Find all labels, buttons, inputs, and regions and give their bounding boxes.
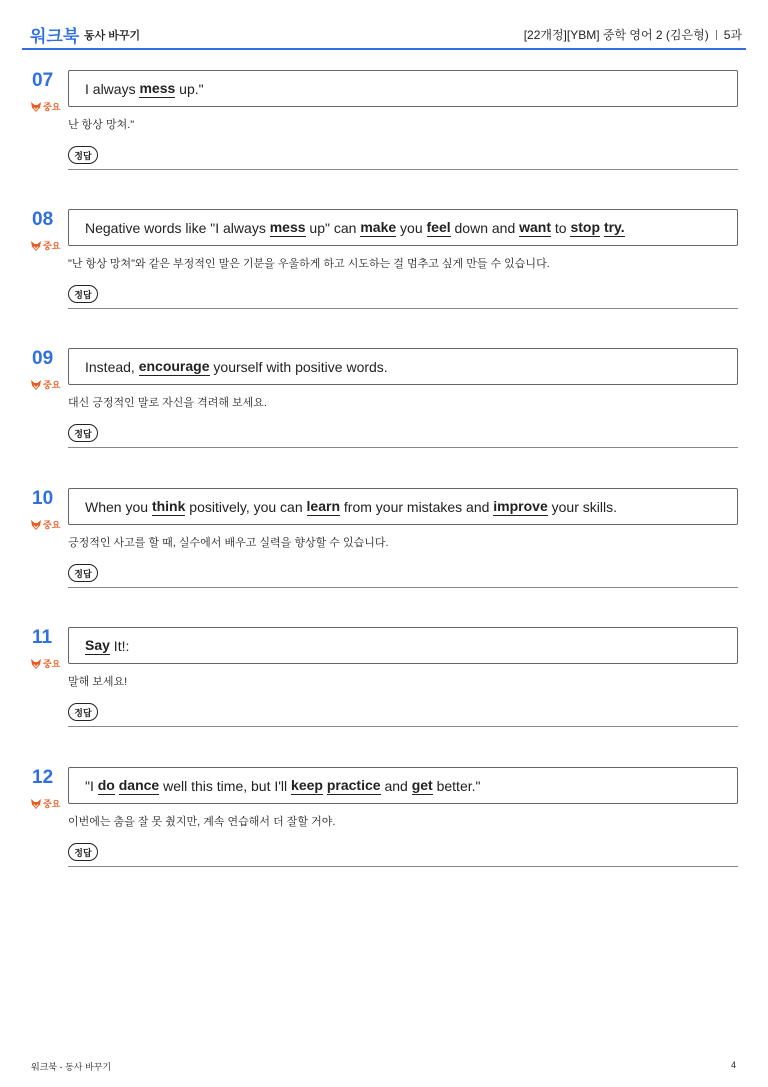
- important-label: 중요: [43, 799, 61, 809]
- question-item: [0, 348, 768, 468]
- sentence-text: and: [380, 777, 412, 794]
- target-verb: get: [411, 776, 433, 793]
- sentence-text: to: [551, 219, 571, 236]
- question-number: 08: [32, 209, 54, 230]
- sentence-box: [68, 348, 738, 385]
- question-item: [0, 627, 768, 747]
- target-verb: learn: [306, 497, 340, 514]
- sentence-text: from your mistakes and: [340, 498, 494, 515]
- question-number: 09: [32, 348, 54, 369]
- question-item: [0, 70, 768, 190]
- target-verb: practice: [326, 776, 381, 793]
- important-label: 중요: [43, 380, 61, 390]
- course-info: [524, 26, 742, 43]
- course-name: [22개정][YBM] 중학 영어 2 (김은형): [523, 28, 709, 42]
- sentence-text: It!:: [109, 637, 130, 654]
- fox-icon: [30, 658, 42, 670]
- answer-button[interactable]: 정답: [68, 424, 98, 442]
- page-header: [22, 0, 746, 50]
- question-number: 11: [32, 627, 53, 648]
- sentence-text: yourself with positive words.: [209, 358, 388, 375]
- sentence-text: Negative words like "I always: [85, 219, 270, 236]
- sentence-text: positively, you can: [185, 498, 307, 515]
- divider: [68, 866, 738, 867]
- header-divider: [716, 30, 717, 40]
- answer-button[interactable]: 정답: [68, 285, 98, 303]
- answer-button[interactable]: 정답: [68, 146, 98, 164]
- divider: [68, 169, 738, 170]
- question-number: 07: [32, 70, 54, 91]
- answer-button[interactable]: 정답: [68, 564, 98, 582]
- sentence-box: [68, 70, 738, 107]
- fox-icon: [30, 101, 42, 113]
- sentence-text: Instead,: [85, 358, 139, 375]
- page-number: 4: [731, 1060, 737, 1070]
- sentence-text: up.": [175, 80, 204, 97]
- fox-icon: [30, 798, 42, 810]
- sentence-text: I always: [85, 80, 140, 97]
- footer-title: 워크북 - 동사 바꾸기: [31, 1062, 112, 1072]
- fox-icon: [30, 379, 42, 391]
- translation-text: 난 항상 망쳐.": [68, 119, 135, 131]
- important-badge: [30, 239, 60, 252]
- section-title: 동사 바꾸기: [84, 30, 141, 42]
- divider: [68, 308, 738, 309]
- question-item: [0, 488, 768, 608]
- translation-text: "난 항상 망쳐"와 같은 부정적인 말은 기분을 우울하게 하고 시도하는 걸 멈추고 싶게 만들 수 있습니다.: [68, 258, 550, 270]
- lesson-label: 5과: [723, 28, 742, 42]
- important-badge: [30, 797, 60, 810]
- translation-text: 긍정적인 사고를 할 때, 실수에서 배우고 실력을 향상할 수 있습니다.: [68, 537, 389, 549]
- sentence-text: well this time, but I'll: [159, 777, 292, 794]
- target-verb: improve: [493, 497, 548, 514]
- sentence-text: you: [396, 219, 427, 236]
- target-verb: make: [360, 218, 397, 235]
- important-badge: [30, 378, 60, 391]
- question-number: 12: [32, 767, 54, 788]
- important-badge: [30, 100, 60, 113]
- answer-button[interactable]: 정답: [68, 843, 98, 861]
- question-item: [0, 767, 768, 887]
- target-verb: do: [97, 776, 115, 793]
- important-label: 중요: [43, 659, 61, 669]
- target-verb: Say: [85, 636, 110, 653]
- sentence-box: [68, 767, 738, 804]
- target-verb: mess: [139, 79, 176, 96]
- sentence-text: up" can: [305, 219, 361, 236]
- sentence-box: [68, 488, 738, 525]
- sentence-box: [68, 209, 738, 246]
- divider: [68, 587, 738, 588]
- important-label: 중요: [43, 520, 61, 530]
- translation-text: 대신 긍정적인 말로 자신을 격려해 보세요.: [68, 397, 267, 409]
- sentence-text: down and: [450, 219, 520, 236]
- target-verb: try.: [603, 218, 625, 235]
- translation-text: 말해 보세요!: [68, 676, 128, 688]
- target-verb: want: [519, 218, 552, 235]
- sentence-text: better.": [432, 777, 481, 794]
- sentence-text: When you: [85, 498, 152, 515]
- important-label: 중요: [43, 102, 61, 112]
- translation-text: 이번에는 춤을 잘 못 췄지만, 계속 연습해서 더 잘할 거야.: [68, 816, 336, 828]
- sentence-text: your skills.: [547, 498, 617, 515]
- target-verb: mess: [269, 218, 306, 235]
- target-verb: keep: [291, 776, 323, 793]
- sentence-text: "I: [85, 777, 98, 794]
- divider: [68, 726, 738, 727]
- question-number: 10: [32, 488, 54, 509]
- fox-icon: [30, 519, 42, 531]
- target-verb: think: [151, 497, 186, 514]
- sentence-box: [68, 627, 738, 664]
- important-badge: [30, 518, 60, 531]
- question-item: [0, 209, 768, 329]
- target-verb: stop: [570, 218, 601, 235]
- brand-title: 워크북: [30, 27, 80, 46]
- target-verb: encourage: [138, 357, 210, 374]
- important-badge: [30, 657, 60, 670]
- target-verb: dance: [118, 776, 160, 793]
- fox-icon: [30, 240, 42, 252]
- divider: [68, 447, 738, 448]
- target-verb: feel: [426, 218, 451, 235]
- answer-button[interactable]: 정답: [68, 703, 98, 721]
- important-label: 중요: [43, 241, 61, 251]
